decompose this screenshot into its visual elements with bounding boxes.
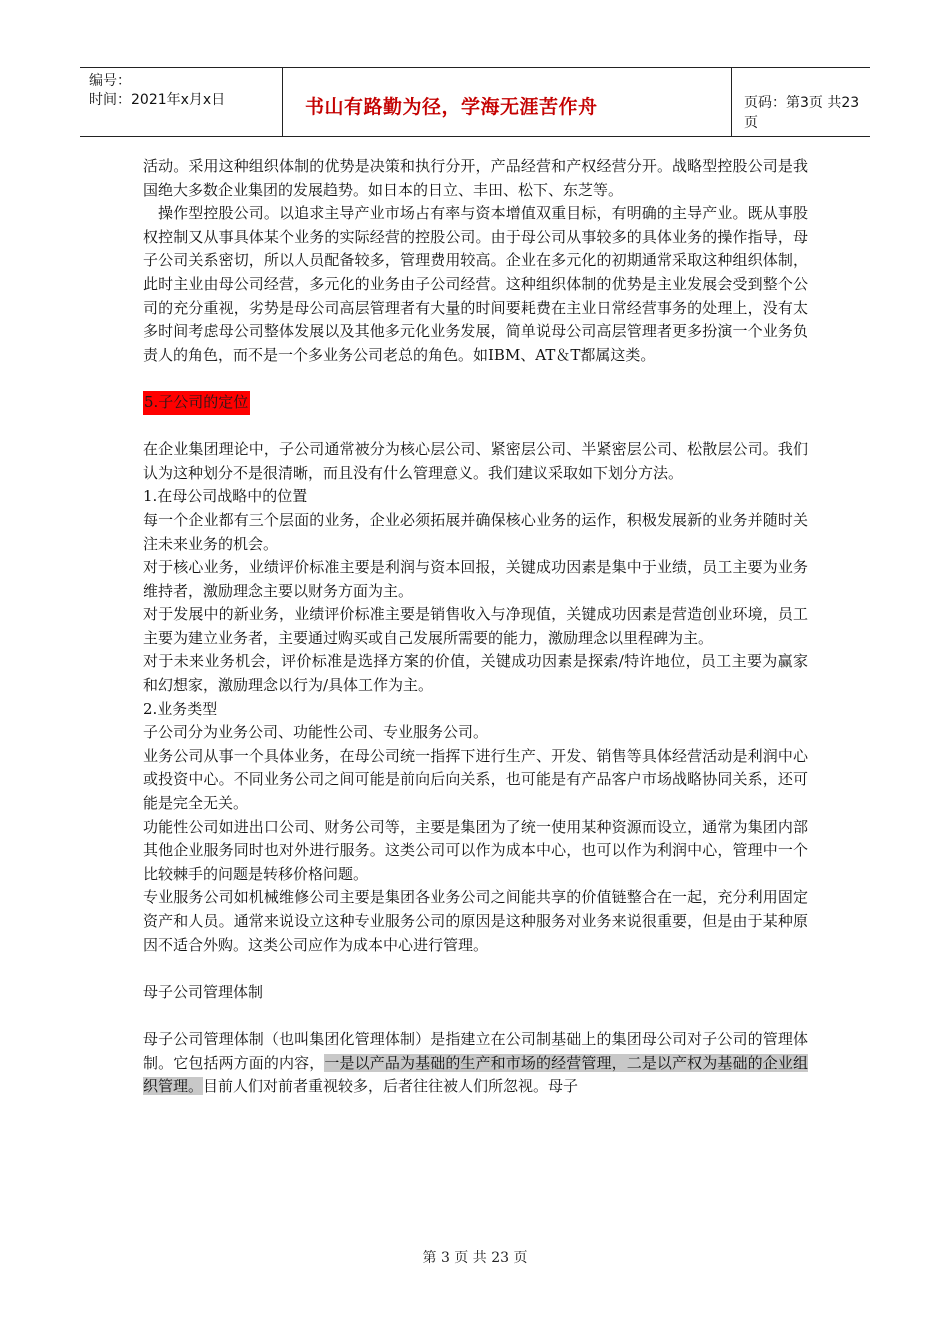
paragraph: 操作型控股公司。以追求主导产业市场占有率与资本增值双重目标，有明确的主导产业。既从事股权控制又从事具体某个业务的实际经营的控股公司。由于母公司从事较多的具体业务的操作指导，母子公司关系密切，所以人员配备较多，管理费用较高。企业在多元化的初期通常采取这种组织体制，此时主业由母公司经营，多元化的业务由子公司经营。这种组织体制的优势是主业发展会受到整个公司的充分重视，劣势是母公司高层管理者有大量的时间要耗费在主业日常经营事务的处理上，没有太多时间考虑母公司整体发展以及其他多元化业务发展，简单说母公司高层管理者更多扮演一个业务负责人的角色，而不是一个多业务公司老总的角色。如IBM、AT＆T都属这类。: [143, 204, 808, 364]
paragraph: 功能性公司如进出口公司、财务公司等，主要是集团为了统一使用某种资源而设立，通常为集团内部其他企业服务同时也对外进行服务。这类公司可以作为成本中心，也可以作为利润中心，管理中一个比较棘手的问题是转移价格问题。: [143, 817, 808, 883]
subsection-title: 1.在母公司战略中的位置: [143, 487, 308, 506]
paragraph: 业务公司从事一个具体业务，在母公司统一指挥下进行生产、开发、销售等具体经营活动是利润中心或投资中心。不同业务公司之间可能是前向后向关系，也可能是有产品客户市场战略协同关系，还可能是完全无关。: [143, 746, 808, 813]
paragraph: 活动。采用这种组织体制的优势是决策和执行分开，产品经营和产权经营分开。战略型控股公司是我国绝大多数企业集团的发展趋势。如日本的日立、丰田、松下、东芝等。: [143, 157, 808, 199]
document-body: [143, 155, 808, 1099]
paragraph: 对于核心业务，业绩评价标准主要是利润与资本回报，关键成功因素是集中于业绩，员工主要为业务维持者，激励理念主要以财务方面为主。: [143, 558, 808, 600]
page-footer: 第 3 页 共 23 页: [422, 1250, 528, 1266]
paragraph: [143, 1028, 808, 1099]
spacer: [143, 957, 808, 981]
header-meta: [80, 68, 283, 136]
page-header: [80, 67, 870, 137]
paragraph: 每一个企业都有三个层面的业务，企业必须拓展并确保核心业务的运作，积极发展新的业务并随时关注未来业务的机会。: [143, 510, 808, 553]
spacer: [143, 367, 808, 391]
paragraph: 子公司分为业务公司、功能性公司、专业服务公司。: [143, 723, 489, 742]
document-time-label: 时间：2021年x月x日: [89, 92, 226, 108]
document-number-label: 编号：: [89, 73, 131, 89]
spacer: [143, 415, 808, 439]
paragraph: 对于未来业务机会，评价标准是选择方案的价值，关键成功因素是探索/特许地位，员工主要为赢家和幻想家，激励理念以行为/具体工作为主。: [143, 652, 808, 695]
paragraph: 对于发展中的新业务，业绩评价标准主要是销售收入与净现值，关键成功因素是营造创业环境，员工主要为建立业务者，主要通过购买或自己发展所需要的能力，激励理念以里程碑为主。: [143, 605, 808, 647]
paragraph: 在企业集团理论中，子公司通常被分为核心层公司、紧密层公司、半紧密层公司、松散层公司。我们认为这种划分不是很清晰，而且没有什么管理意义。我们建议采取如下划分方法。: [143, 440, 808, 482]
header-page-info: 页码：第3页 共23页: [744, 95, 860, 131]
spacer: [143, 1004, 808, 1028]
section-heading-block: [143, 391, 808, 415]
paragraph-text: 母子公司管理体制（也叫集团化管理体制）是指建立在公司制基础上的集团母公司对子公司的管理体制。它包括两方面的内容，: [143, 1029, 808, 1072]
subsection-title: 母子公司管理体制: [143, 982, 264, 1001]
paragraph: 专业服务公司如机械维修公司主要是集团各业务公司之间能共享的价值链整合在一起，充分利用固定资产和人员。通常来说设立这种专业服务公司的原因是这种服务对业务来说很重要，但是由于某种原因不适合外购。这类公司应作为成本中心进行管理。: [143, 888, 808, 954]
header-motto-cell: [283, 68, 732, 136]
subsection-title: 2.业务类型: [143, 699, 218, 718]
section-heading: 5.子公司的定位: [143, 391, 250, 415]
highlighted-text: 一是以产品为基础的生产和市场的经营管理，二是以产权为基础的企业组织管理。: [143, 1053, 808, 1096]
header-motto: 书山有路勤为径，学海无涯苦作舟: [305, 96, 598, 118]
paragraph-text: 目前人们对前者重视较多，后者往往被人们所忽视。母子: [203, 1077, 579, 1096]
